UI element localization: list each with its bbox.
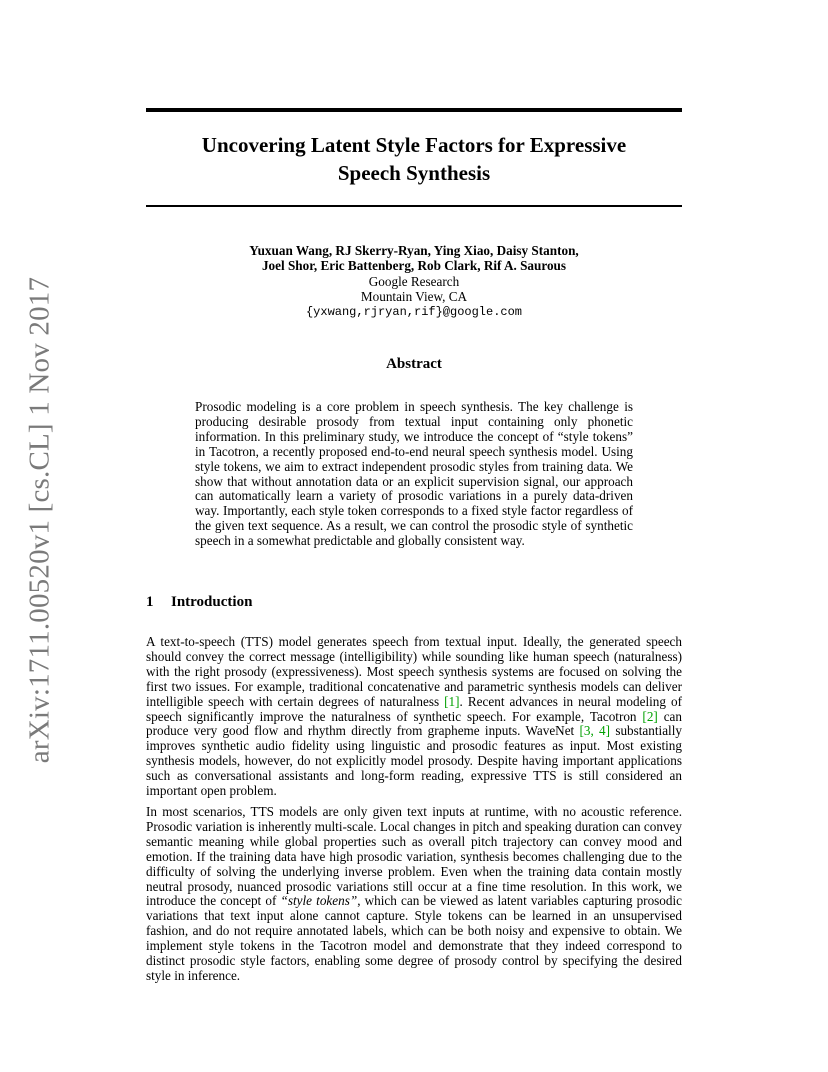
title-line-1: Uncovering Latent Style Factors for Expressive — [201, 133, 627, 157]
intro-paragraph-2 — [146, 805, 682, 984]
intro-paragraph-1 — [146, 635, 682, 799]
author-block — [146, 243, 682, 320]
title-line-2: Speech Synthesis — [337, 161, 491, 185]
citation-link-3-4[interactable]: [3, 4] — [579, 723, 611, 739]
intro-p1-text-a: A text-to-speech (TTS) model generates speech from textual input. Ideally, the generated speech should convey the correct message (intelligibility) while sounding like human speech (naturalness) with the right prosody (expressiveness). Most speech synthesis systems are focused on solving the first two issues. For example, traditional concatenative and parametric synthesis models can deliver intelligible speech with certain degrees of naturalness — [146, 634, 682, 709]
author-affiliation: Google Research — [368, 273, 460, 289]
author-location: Mountain View, CA — [360, 289, 468, 305]
citation-link-2[interactable]: [2] — [642, 708, 658, 724]
style-tokens-emphasis: “style tokens” — [280, 893, 358, 909]
section-heading-introduction — [146, 594, 682, 611]
section-number: 1 — [146, 594, 154, 610]
intro-p2-text-a: In most scenarios, TTS models are only given text inputs at runtime, with no acoustic reference. Prosodic variation is inherently multi-scale. Local changes in pitch and speaking duration can convey semantic meaning while global properties such as overall pitch trajectory can convey mood and emotion. If the training data have high prosodic variation, synthesis becomes challenging due to the difficulty of solving the underlying inverse problem. Even when the training data contain mostly neutral prosody, nuanced prosodic variations still occur at a fine time resolution. In this work, we introduce the concept of — [146, 804, 682, 909]
intro-p1-text-c: can produce very good flow and rhythm directly from grapheme inputs. WaveNet — [146, 708, 682, 739]
abstract-text: Prosodic modeling is a core problem in speech synthesis. The key challenge is producing desirable prosody from textual input containing only phonetic information. In this preliminary study, we introduce the concept of “style tokens” in Tacotron, a recently proposed end-to-end neural speech synthesis model. Using style tokens, we aim to extract independent prosodic styles from training data. We show that without annotation data or an explicit supervision signal, our approach can automatically learn a variety of prosodic variations in a purely data-driven way. Importantly, each style token corresponds to a fixed style factor regardless of the given text sequence. As a result, we can control the prosodic style of synthetic speech in a somewhat predictable and globally consistent way. — [195, 399, 633, 549]
title-top-rule — [146, 108, 682, 112]
author-names-line-1: Yuxuan Wang, RJ Skerry-Ryan, Ying Xiao, Daisy Stanton, — [249, 243, 579, 258]
intro-p2-text-b: , which can be viewed as latent variables capturing prosodic variations that text input alone cannot capture. Style tokens can be learned in an unsupervised fashion, and do not require annotated labels, which can be both noisy and expensive to obtain. We implement style tokens in the Tacotron model and demonstrate that they indeed correspond to distinct prosodic style factors, enabling some degree of prosody control by specifying the desired style in inference. — [146, 893, 683, 983]
abstract-heading: Abstract — [386, 356, 442, 372]
author-email: {yxwang,rjryan,rif}@google.com — [305, 304, 523, 319]
title-bottom-rule — [146, 205, 682, 207]
section-title: Introduction — [171, 594, 253, 610]
citation-link-1[interactable]: [1] — [444, 693, 460, 709]
author-names-line-2: Joel Shor, Eric Battenberg, Rob Clark, Rif A. Saurous — [261, 258, 567, 274]
intro-p1-text-d: substantially improves synthetic audio fidelity using linguistic and prosodic features as input. Most existing synthesis models, however, do not explicitly model prosody. Despite having important applications such as conversational assistants and long-form reading, expressive TTS is still considered an important open problem. — [146, 723, 682, 799]
intro-p1-text-b: . Recent advances in neural modeling of speech significantly improve the naturalness of synthetic speech. For example, Tacotron — [146, 693, 682, 724]
paper-title — [146, 131, 682, 187]
arxiv-sidebar-stamp: arXiv:1711.00520v1 [cs.CL] 1 Nov 2017 — [23, 276, 56, 764]
